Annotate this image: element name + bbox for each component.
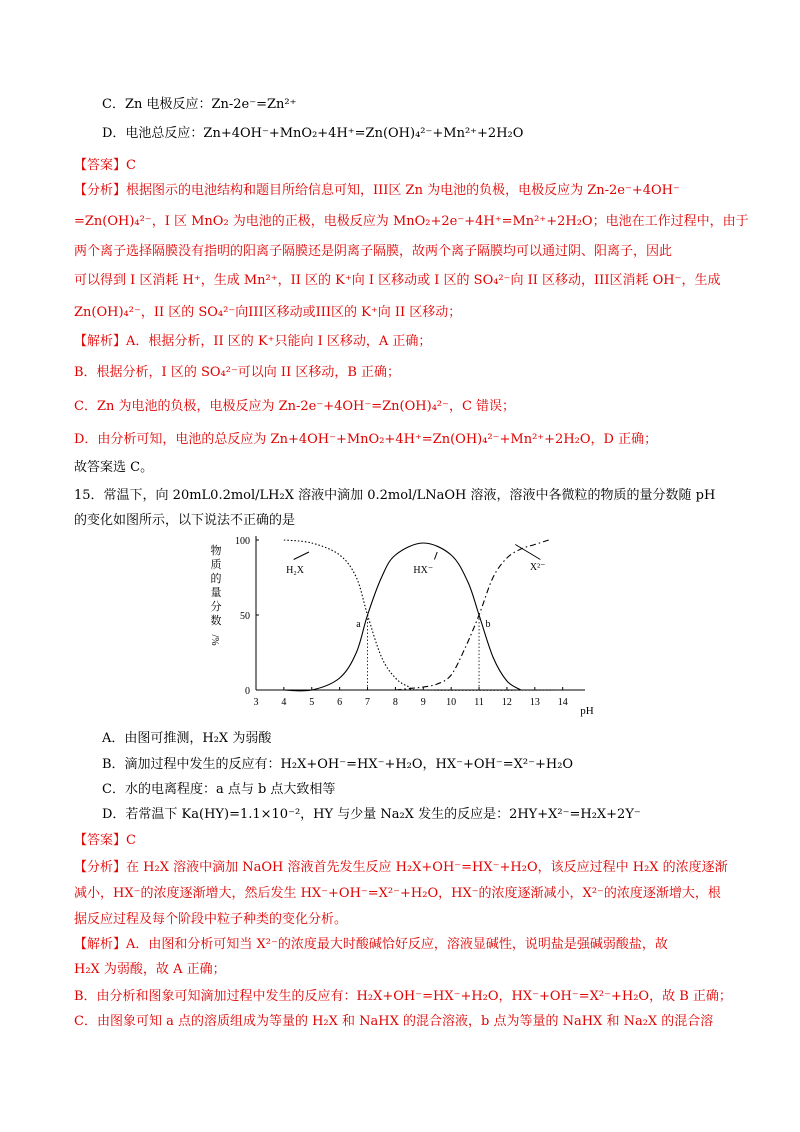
x-tick-label: 3 — [253, 697, 259, 708]
x-axis-label: pH — [580, 705, 594, 717]
y-axis-label-char: 分 — [210, 601, 222, 613]
x-tick-label: 9 — [420, 697, 426, 708]
y-axis-label-char: 物 — [210, 545, 222, 557]
x-tick-label: 8 — [392, 697, 398, 708]
q14-analysis-line-2: 两个离子选择隔膜没有指明的阳离子隔膜还是阴离子隔膜，故两个离子隔膜均可以通过阴、阳离子，因此 — [74, 244, 673, 259]
series-label-0: H₂X — [286, 565, 305, 576]
y-axis-label-char: 量 — [210, 587, 222, 599]
q14-explain-line-3: D．由分析可知，电池的总反应为 Zn+4OH⁻+MnO₂+4H⁺=Zn(OH)₄²⁻+Mn²⁺+2H₂O，D 正确； — [74, 432, 658, 447]
q15-option-c: C．水的电离程度：a 点与 b 点大致相等 — [102, 782, 336, 797]
q14-analysis-line-1: =Zn(OH)₄²⁻，I 区 MnO₂ 为电池的正极，电极反应为 MnO₂+2e⁻+4H⁺=Mn²⁺+2H₂O；电池在工作过程中，由于 — [74, 214, 749, 229]
series-leader-2 — [515, 545, 540, 560]
point-label-a: a — [356, 619, 361, 630]
series-leader-1 — [434, 552, 437, 560]
explain-text: A．由图和分析可知当 X²⁻的浓度最大时酸碱恰好反应，溶液显碱性，说明盐是强碱弱酸盐，故 — [126, 937, 668, 952]
x-tick-label: 11 — [474, 697, 484, 708]
q15-explain-line-2: B．由分析和图象可知滴加过程中发生的反应有：H₂X+OH⁻=HX⁻+H₂O，HX⁻+OH⁻=X²⁻+H₂O，故 B 正确； — [74, 989, 732, 1004]
q15-analysis-line-2: 据反应过程及每个阶段中粒子种类的变化分析。 — [74, 912, 348, 927]
series-label-2: X²⁻ — [529, 562, 546, 573]
explain-text: A．根据分析，II 区的 K⁺只能向 I 区移动，A 正确； — [126, 334, 432, 349]
y-axis-label-unit: /% — [209, 634, 220, 646]
x-tick-label: 5 — [309, 697, 315, 708]
q14-analysis-line-3: 可以得到 I 区消耗 H⁺，生成 Mn²⁺，II 区的 K⁺向 I 区移动或 I 区的 SO₄²⁻向 II 区移动，III区消耗 OH⁻，生成 — [74, 273, 721, 288]
explain-label: 【解析】 — [74, 937, 127, 952]
series-leader-0 — [294, 552, 309, 560]
q15-option-d: D．若常温下 Ka(HY)=1.1×10⁻²，HY 与少量 Na₂X 发生的反应是：2HY+X²⁻=H₂X+2Y⁻ — [102, 807, 641, 822]
series-line-0 — [284, 540, 563, 690]
x-tick-label: 4 — [281, 697, 287, 708]
answer-value: C — [126, 833, 136, 848]
q14-option-d: D．电池总反应：Zn+4OH⁻+MnO₂+4H⁺=Zn(OH)₄²⁻+Mn²⁺+2H₂O — [102, 126, 524, 141]
y-axis-label-char: 的 — [210, 573, 222, 585]
q15-stem-line-0: 15．常温下，向 20mL0.2mol/LH₂X 溶液中滴加 0.2mol/LNaOH 溶液，溶液中各微粒的物质的量分数随 pH — [74, 488, 716, 503]
y-tick-label: 0 — [245, 686, 250, 697]
analysis-text: 根据图示的电池结构和题目所给信息可知，III区 Zn 为电池的负极，电极反应为 Zn-2e⁻+4OH⁻ — [126, 183, 680, 198]
q15-analysis-line-1: 减小，HX⁻的浓度逐渐增大，然后发生 HX⁻+OH⁻=X²⁻+H₂O，HX⁻的浓度逐渐减小，X²⁻的浓度逐渐增大，根 — [74, 886, 721, 901]
q15-explain-line-3: C．由图象可知 a 点的溶质组成为等量的 H₂X 和 NaHX 的混合溶液，b 点为等量的 NaHX 和 Na₂X 的混合溶 — [74, 1014, 714, 1029]
analysis-text: 在 H₂X 溶液中滴加 NaOH 溶液首先发生反应 H₂X+OH⁻=HX⁻+H₂O，该反应过程中 H₂X 的浓度逐渐 — [126, 860, 728, 875]
y-axis-label-char: 数 — [210, 615, 222, 627]
analysis-label: 【分析】 — [74, 183, 127, 198]
q14-analysis-line-4: Zn(OH)₄²⁻，II 区的 SO₄²⁻向III区移动或III区的 K⁺向 II 区移动； — [74, 305, 462, 320]
q15-option-a: A．由图可推测，H₂X 为弱酸 — [102, 731, 272, 746]
answer-value: C — [126, 158, 136, 173]
q15-explain-line-1: H₂X 为弱酸，故 A 正确； — [74, 962, 226, 977]
q14-explain-line-2: C．Zn 为电池的负极，电极反应为 Zn-2e⁻+4OH⁻=Zn(OH)₄²⁻，C 错误； — [74, 399, 516, 414]
series-label-1: HX⁻ — [413, 565, 434, 576]
q15-stem-line-1: 的变化如图所示，以下说法不正确的是 — [74, 513, 296, 528]
y-axis-label-char: 质 — [210, 559, 222, 571]
q15-analysis-line-0 — [74, 859, 728, 877]
q15-option-b: B．滴加过程中发生的反应有：H₂X+OH⁻=HX⁻+H₂O，HX⁻+OH⁻=X²⁻+H₂O — [102, 757, 574, 772]
analysis-label: 【分析】 — [74, 860, 127, 875]
y-tick-label: 100 — [235, 536, 250, 547]
q14-conclusion: 故答案选 C。 — [74, 460, 154, 475]
q15-explain-line-0 — [74, 936, 668, 954]
q14-answer — [74, 157, 136, 175]
x-tick-label: 7 — [365, 697, 371, 708]
q14-explain-line-0 — [74, 333, 431, 351]
x-tick-label: 10 — [446, 697, 457, 708]
point-label-b: b — [485, 619, 491, 630]
q14-option-c: C．Zn 电极反应：Zn-2e⁻=Zn²⁺ — [102, 97, 297, 112]
series-line-1 — [284, 543, 521, 691]
answer-label: 【答案】 — [74, 158, 127, 173]
x-tick-label: 6 — [337, 697, 343, 708]
x-tick-label: 12 — [501, 697, 512, 708]
q14-analysis-line-0 — [74, 182, 680, 200]
y-tick-label: 50 — [240, 611, 250, 622]
answer-label: 【答案】 — [74, 833, 127, 848]
series-line-2 — [395, 540, 548, 690]
q14-explain-line-1: B．根据分析，I 区的 SO₄²⁻可以向 II 区移动，B 正确； — [74, 365, 401, 380]
x-tick-label: 13 — [529, 697, 540, 708]
distribution-chart — [200, 532, 600, 722]
q15-answer — [74, 832, 136, 850]
explain-label: 【解析】 — [74, 334, 127, 349]
x-tick-label: 14 — [557, 697, 568, 708]
